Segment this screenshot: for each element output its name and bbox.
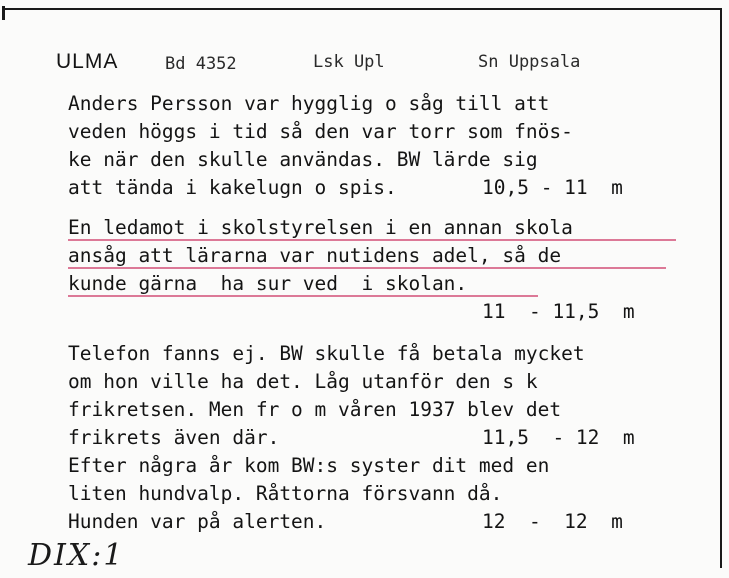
entry3-line-4: frikrets även där. xyxy=(68,426,280,449)
card-corner-mark xyxy=(2,6,5,20)
header-parish: Sn Uppsala xyxy=(478,52,581,72)
entry1-line-2: veden höggs i tid så den var torr som fnös- xyxy=(68,120,573,143)
entry3-line-3: frikretsen. Men fr o m våren 1937 blev det xyxy=(68,398,562,421)
entry4-line-3: Hunden var på alerten. xyxy=(68,510,327,533)
highlight-underline-2 xyxy=(68,267,666,269)
entry3-line-2: om hon ville ha det. Låg utanför den s k xyxy=(68,370,538,393)
entry2-line-2: ansåg att lärarna var nutidens adel, så de xyxy=(68,244,562,267)
entry4-range: 12 - 12 m xyxy=(482,510,623,533)
highlight-underline-1 xyxy=(68,239,676,241)
header-volume: Bd 4352 xyxy=(165,54,237,74)
entry1-range: 10,5 - 11 m xyxy=(482,176,623,199)
entry2-line-3: kunde gärna ha sur ved i skolan. xyxy=(68,272,468,295)
entry3-range: 11,5 - 12 m xyxy=(482,426,635,449)
header-county: Lsk Upl xyxy=(313,52,385,72)
entry2-line-1: En ledamot i skolstyrelsen i en annan skola xyxy=(68,216,573,239)
entry3-line-1: Telefon fanns ej. BW skulle få betala mycket xyxy=(68,342,585,365)
entry2-range: 11 - 11,5 m xyxy=(482,300,635,323)
entry1-line-4: att tända i kakelugn o spis. xyxy=(68,176,397,199)
card-top-border xyxy=(4,8,722,10)
header-place: ULMA xyxy=(56,50,119,73)
entry1-line-3: ke när den skulle användas. BW lärde sig xyxy=(68,148,538,171)
entry4-line-1: Efter några år kom BW:s syster dit med en xyxy=(68,454,550,477)
card-right-border xyxy=(720,8,722,568)
handwritten-signature: DIX:1 xyxy=(28,538,125,573)
entry1-line-1: Anders Persson var hygglig o såg till att xyxy=(68,92,550,115)
entry4-line-2: liten hundvalp. Råttorna försvann då. xyxy=(68,482,503,505)
highlight-underline-3 xyxy=(68,295,538,297)
